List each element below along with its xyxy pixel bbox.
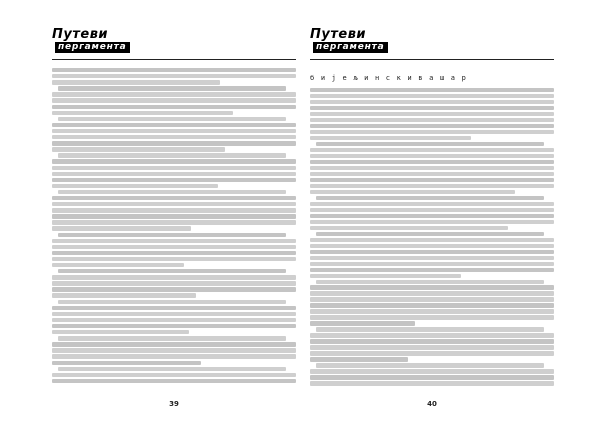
left-body-text bbox=[52, 68, 296, 385]
text-line bbox=[52, 293, 196, 297]
text-line bbox=[52, 226, 191, 230]
text-line bbox=[310, 309, 554, 313]
right-header-subtitle: пергамента bbox=[313, 42, 388, 53]
text-line bbox=[316, 327, 544, 331]
text-line bbox=[310, 136, 471, 140]
text-line bbox=[52, 92, 296, 96]
text-line bbox=[310, 268, 554, 272]
text-line bbox=[52, 159, 296, 163]
text-line bbox=[316, 280, 544, 284]
text-line bbox=[52, 318, 296, 322]
text-line bbox=[58, 367, 286, 371]
text-line bbox=[52, 178, 296, 182]
text-line bbox=[52, 123, 296, 127]
text-line bbox=[310, 262, 554, 266]
text-line bbox=[310, 369, 554, 373]
text-line bbox=[310, 160, 554, 164]
text-line bbox=[52, 306, 296, 310]
text-line bbox=[52, 129, 296, 133]
text-line bbox=[52, 257, 296, 261]
text-line bbox=[52, 111, 233, 115]
left-header-logo bbox=[52, 27, 127, 56]
left-header-subtitle: пергамента bbox=[55, 42, 130, 53]
text-line bbox=[310, 250, 554, 254]
text-line bbox=[52, 287, 296, 291]
text-line bbox=[310, 357, 408, 361]
text-line bbox=[310, 130, 554, 134]
text-line bbox=[52, 361, 201, 365]
text-line bbox=[52, 354, 296, 358]
text-line bbox=[52, 330, 189, 334]
text-line bbox=[310, 154, 554, 158]
text-line bbox=[52, 80, 220, 84]
text-line bbox=[310, 94, 554, 98]
text-line bbox=[52, 220, 296, 224]
text-line bbox=[310, 100, 554, 104]
text-line bbox=[310, 124, 554, 128]
text-line bbox=[310, 178, 554, 182]
text-line bbox=[316, 196, 544, 200]
text-line bbox=[310, 244, 554, 248]
text-line bbox=[310, 321, 415, 325]
right-page-number: 40 bbox=[427, 400, 437, 408]
left-page bbox=[52, 28, 296, 408]
left-page-number: 39 bbox=[169, 400, 179, 408]
text-line bbox=[310, 285, 554, 289]
text-line bbox=[58, 117, 286, 121]
text-line bbox=[52, 245, 296, 249]
left-header-rule bbox=[52, 59, 296, 60]
text-line bbox=[52, 98, 296, 102]
text-line bbox=[52, 74, 296, 78]
text-line bbox=[310, 256, 554, 260]
right-body-text bbox=[310, 88, 554, 387]
right-header-rule bbox=[310, 59, 554, 60]
text-line bbox=[316, 142, 544, 146]
text-line bbox=[310, 106, 554, 110]
text-line bbox=[310, 274, 461, 278]
right-page bbox=[310, 28, 554, 408]
text-line bbox=[58, 190, 286, 194]
text-line bbox=[310, 208, 554, 212]
text-line bbox=[52, 324, 296, 328]
text-line bbox=[52, 141, 296, 145]
text-line bbox=[52, 135, 296, 139]
text-line bbox=[310, 202, 554, 206]
left-header-title: Путеви bbox=[52, 27, 109, 42]
text-line bbox=[52, 166, 296, 170]
text-line bbox=[310, 88, 554, 92]
text-line bbox=[58, 336, 286, 340]
text-line bbox=[310, 118, 554, 122]
text-line bbox=[52, 68, 296, 72]
text-line bbox=[58, 269, 286, 273]
text-line bbox=[310, 226, 508, 230]
text-line bbox=[316, 232, 544, 236]
text-line bbox=[58, 300, 286, 304]
text-line bbox=[52, 312, 296, 316]
text-line bbox=[52, 202, 296, 206]
text-line bbox=[310, 291, 554, 295]
text-line bbox=[310, 238, 554, 242]
text-line bbox=[310, 339, 554, 343]
text-line bbox=[52, 348, 296, 352]
text-line bbox=[58, 233, 286, 237]
right-header-logo bbox=[310, 27, 385, 56]
text-line bbox=[58, 153, 286, 157]
text-line bbox=[316, 363, 544, 367]
text-line bbox=[310, 184, 554, 188]
text-line bbox=[310, 375, 554, 379]
text-line bbox=[310, 297, 554, 301]
text-line bbox=[52, 147, 225, 151]
chapter-title: б и ј е љ и н с к и в а ш а р bbox=[310, 74, 468, 82]
text-line bbox=[52, 172, 296, 176]
text-line bbox=[310, 190, 515, 194]
text-line bbox=[52, 239, 296, 243]
text-line bbox=[310, 214, 554, 218]
text-line bbox=[310, 345, 554, 349]
text-line bbox=[310, 166, 554, 170]
text-line bbox=[310, 303, 554, 307]
text-line bbox=[310, 112, 554, 116]
text-line bbox=[52, 105, 296, 109]
text-line bbox=[52, 251, 296, 255]
text-line bbox=[52, 281, 296, 285]
text-line bbox=[310, 315, 554, 319]
text-line bbox=[52, 373, 296, 377]
right-header-title: Путеви bbox=[310, 27, 367, 42]
text-line bbox=[52, 208, 296, 212]
text-line bbox=[310, 220, 554, 224]
text-line bbox=[52, 342, 296, 346]
text-line bbox=[310, 333, 554, 337]
text-line bbox=[52, 214, 296, 218]
text-line bbox=[52, 379, 296, 383]
text-line bbox=[52, 196, 296, 200]
text-line bbox=[52, 263, 184, 267]
text-line bbox=[310, 381, 554, 385]
text-line bbox=[52, 275, 296, 279]
text-line bbox=[310, 351, 554, 355]
text-line bbox=[52, 184, 218, 188]
text-line bbox=[310, 172, 554, 176]
text-line bbox=[58, 86, 286, 90]
text-line bbox=[310, 148, 554, 152]
